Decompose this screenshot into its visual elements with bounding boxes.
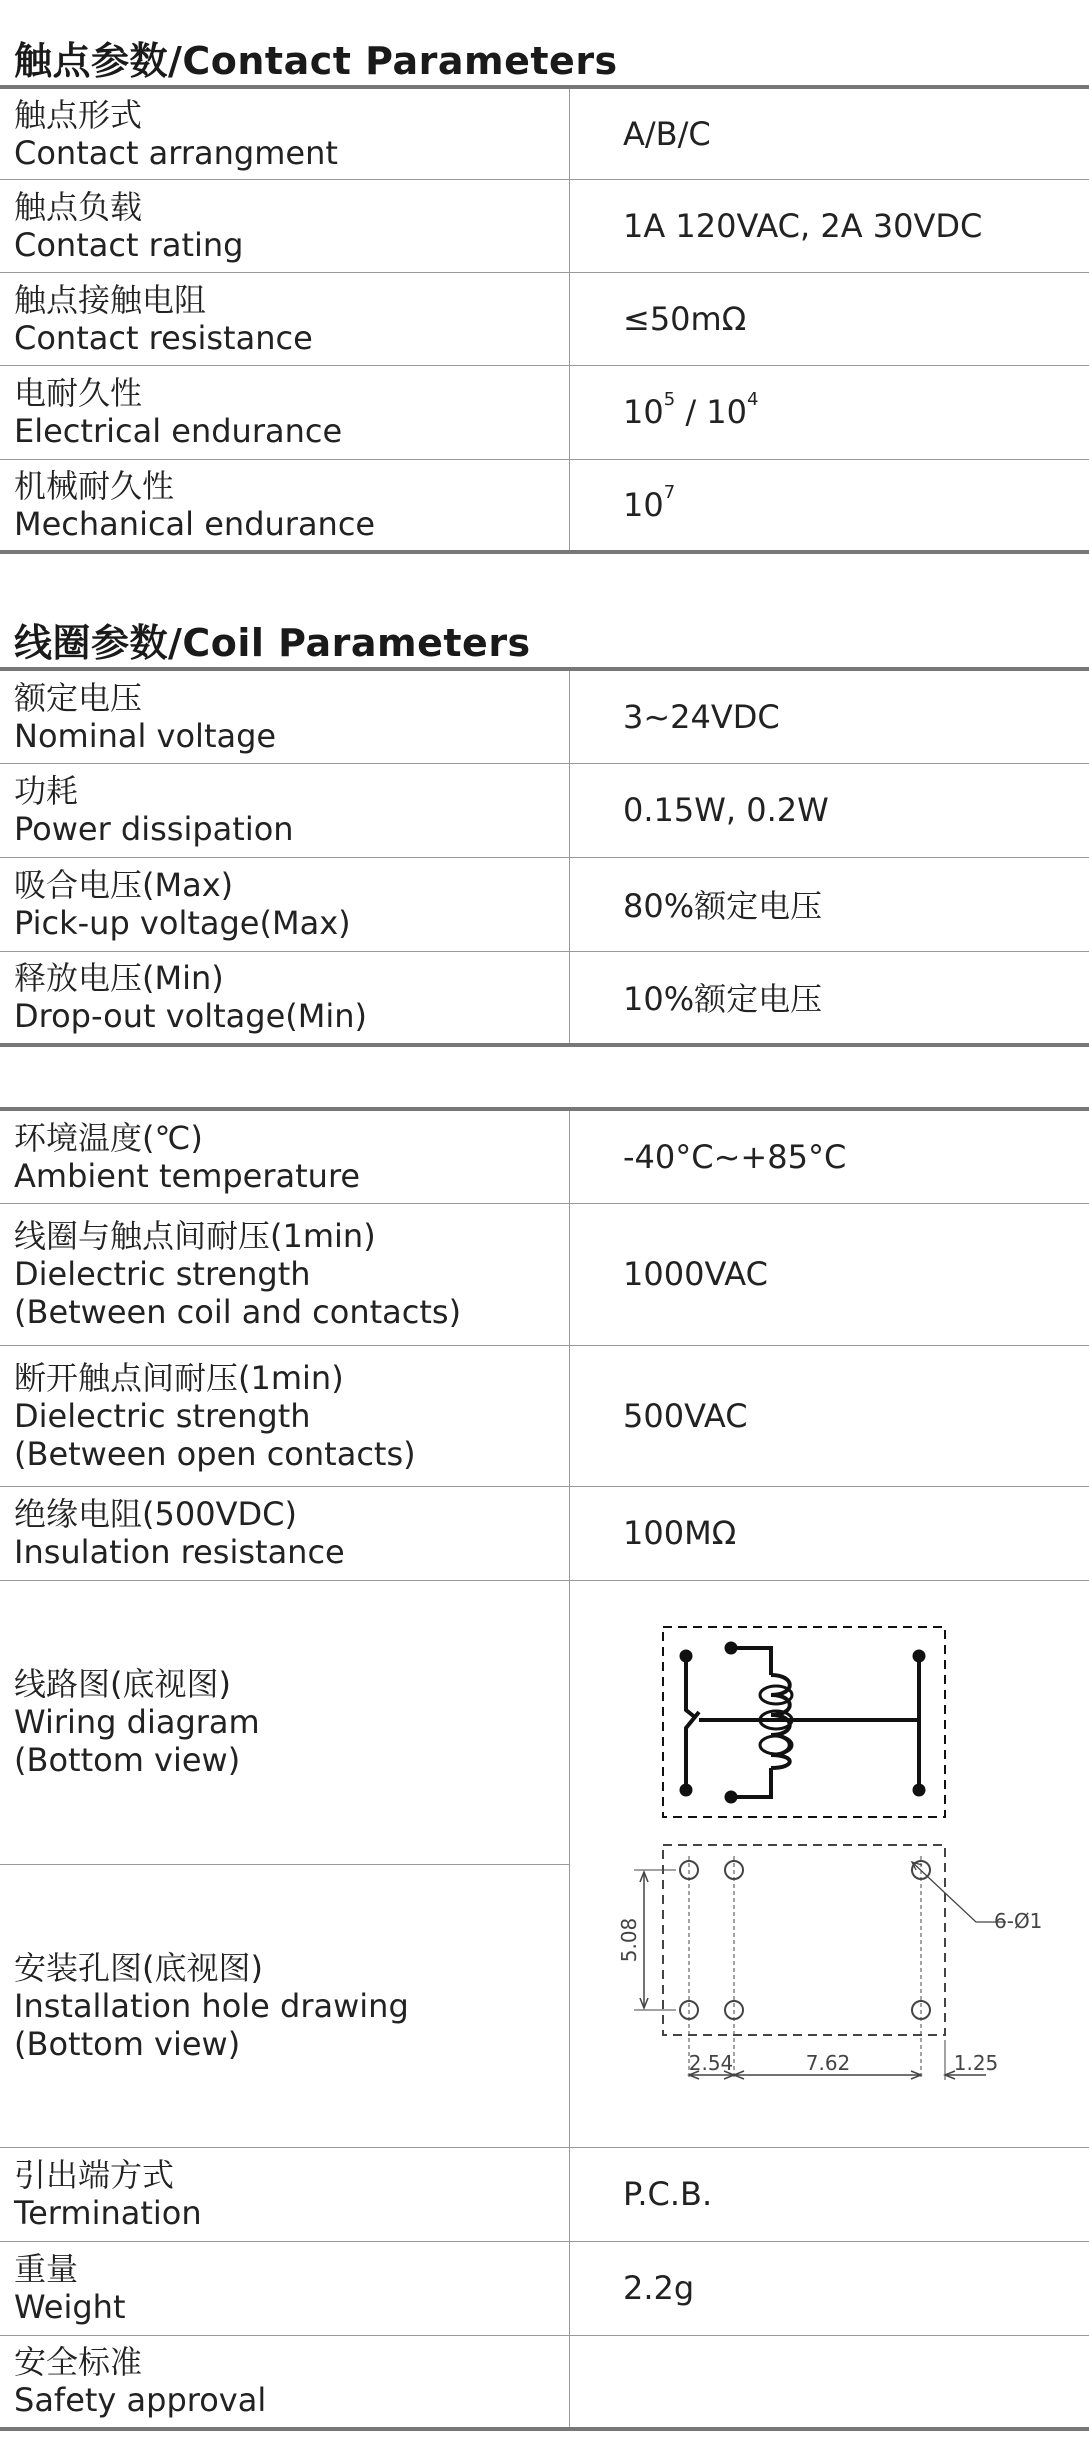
value-cell	[570, 459, 1089, 552]
label-en: Weight	[14, 2288, 126, 2326]
label-cell	[0, 669, 570, 763]
table-row	[0, 1486, 1089, 1580]
label-en: Nominal voltage	[14, 716, 277, 755]
label-cell	[0, 2335, 570, 2429]
label-cell	[0, 857, 570, 951]
footprint-outline	[663, 1845, 945, 2035]
table-row	[0, 1345, 1089, 1486]
table-row	[0, 2241, 1089, 2335]
table-row	[0, 763, 1089, 857]
hole-spec-label: 6-Ø1	[994, 1909, 1043, 1933]
value-cell: 10%额定电压	[623, 980, 823, 1019]
coil-loop	[760, 1736, 792, 1754]
table-row	[0, 1109, 1089, 1203]
contact-section-title: 触点参数/Contact Parameters	[14, 39, 618, 83]
value-cell: 80%额定电压	[623, 887, 823, 925]
table-row	[0, 87, 1089, 179]
label-zh: 环境温度(℃)	[14, 1118, 203, 1157]
table-row	[0, 857, 1089, 951]
label-zh: 线圈与触点间耐压(1min)	[14, 1217, 376, 1255]
leader-line	[912, 1862, 1006, 1922]
label-en-note: (Between open contacts)	[14, 1434, 416, 1473]
value-base: 10	[623, 485, 664, 524]
label-en-note: (Bottom view)	[14, 1741, 241, 1779]
label-zh: 重量	[14, 2250, 79, 2288]
label-cell	[0, 87, 570, 179]
label-en-note: (Bottom view)	[14, 2024, 241, 2063]
table-row	[0, 272, 1089, 365]
coil-table	[0, 667, 1089, 1047]
label-zh: 吸合电压(Max)	[14, 866, 234, 904]
label-en: Contact resistance	[14, 318, 313, 357]
label-en: Mechanical endurance	[14, 504, 376, 543]
label-en: Pick-up voltage(Max)	[14, 904, 351, 942]
label-cell	[0, 1109, 570, 1203]
label-zh: 断开触点间耐压(1min)	[14, 1358, 344, 1397]
label-cell	[0, 459, 570, 552]
label-zh: 触点负载	[14, 187, 143, 226]
table-row	[0, 1203, 1089, 1345]
value-cell: 3~24VDC	[623, 697, 780, 736]
label-cell	[0, 2147, 570, 2241]
value-separator: /	[675, 393, 707, 431]
coil-lead-top	[731, 1648, 771, 1675]
coil-lead-bottom	[731, 1768, 771, 1797]
value-cell: 1A 120VAC, 2A 30VDC	[623, 206, 983, 245]
label-zh: 绝缘电阻(500VDC)	[14, 1495, 297, 1533]
value-cell: 2.2g	[623, 2269, 695, 2307]
table-row	[0, 365, 1089, 459]
label-en: Insulation resistance	[14, 1533, 345, 1571]
value-cell: ≤50mΩ	[623, 299, 747, 338]
label-zh: 安装孔图(底视图)	[14, 1948, 263, 1987]
table-row	[0, 179, 1089, 272]
label-zh: 安全标准	[14, 2343, 143, 2382]
table-row	[0, 2147, 1089, 2241]
label-cell	[0, 1864, 570, 2147]
contact-table	[0, 85, 1089, 554]
coil-section-title: 线圈参数/Coil Parameters	[14, 621, 531, 665]
label-en: Dielectric strength	[14, 1255, 311, 1293]
hole-drawing	[634, 1845, 1006, 2080]
label-cell	[0, 1580, 570, 1864]
value-exponent: 5	[663, 389, 676, 410]
wiring-diagram	[663, 1627, 945, 1817]
value-cell: 1000VAC	[623, 1255, 768, 1293]
value-exponent: 7	[663, 481, 676, 503]
label-en: Electrical endurance	[14, 412, 343, 450]
label-zh: 释放电压(Min)	[14, 959, 224, 998]
label-cell	[0, 365, 570, 459]
table-row	[0, 459, 1089, 552]
label-en: Termination	[14, 2194, 202, 2232]
label-cell	[0, 2241, 570, 2335]
dim-edge-label: 1.25	[953, 2051, 999, 2075]
wiring-and-hole-diagram	[556, 1600, 1089, 2140]
label-en: Drop-out voltage(Min)	[14, 997, 368, 1036]
table-row	[0, 669, 1089, 763]
label-en-note: (Between coil and contacts)	[14, 1293, 462, 1331]
label-cell	[0, 763, 570, 857]
dim-span-label: 7.62	[805, 2051, 851, 2075]
value-cell: 100MΩ	[623, 1514, 737, 1552]
label-cell	[0, 179, 570, 272]
label-en: Contact arrangment	[14, 133, 338, 172]
label-cell	[0, 1203, 570, 1345]
label-en: Dielectric strength	[14, 1396, 311, 1435]
value-cell	[570, 2335, 1089, 2429]
dim-pin-label: 2.54	[688, 2051, 734, 2075]
label-zh: 功耗	[14, 772, 79, 810]
label-zh: 机械耐久性	[14, 466, 175, 505]
value-cell: P.C.B.	[623, 2175, 713, 2213]
label-cell	[0, 272, 570, 365]
label-zh: 触点形式	[14, 95, 143, 134]
label-en: Power dissipation	[14, 810, 294, 848]
dim-height-label: 5.08	[617, 1917, 641, 1963]
label-zh: 电耐久性	[14, 374, 143, 412]
label-zh: 线路图(底视图)	[14, 1665, 231, 1703]
value-cell: 0.15W, 0.2W	[623, 791, 829, 829]
value-exponent: 4	[747, 389, 759, 410]
switch-blade	[686, 1712, 699, 1790]
label-zh: 额定电压	[14, 678, 143, 717]
table-row	[0, 951, 1089, 1045]
label-cell	[0, 1486, 570, 1580]
value-base: 10	[706, 393, 748, 431]
value-base: 10	[623, 393, 664, 431]
value-cell: 500VAC	[623, 1396, 748, 1435]
label-zh: 引出端方式	[14, 2156, 175, 2194]
label-en: Installation hole drawing	[14, 1986, 409, 2025]
label-cell	[0, 951, 570, 1045]
label-en: Safety approval	[14, 2381, 267, 2420]
label-en: Wiring diagram	[14, 1703, 260, 1741]
label-en: Ambient temperature	[14, 1156, 361, 1195]
value-cell: -40°C~+85°C	[623, 1137, 847, 1176]
label-zh: 触点接触电阻	[14, 280, 207, 319]
label-en: Contact rating	[14, 225, 244, 264]
value-cell	[570, 365, 1089, 459]
value-cell: A/B/C	[623, 114, 711, 153]
switch-upper	[686, 1656, 696, 1718]
table-row	[0, 2335, 1089, 2429]
label-cell	[0, 1345, 570, 1486]
